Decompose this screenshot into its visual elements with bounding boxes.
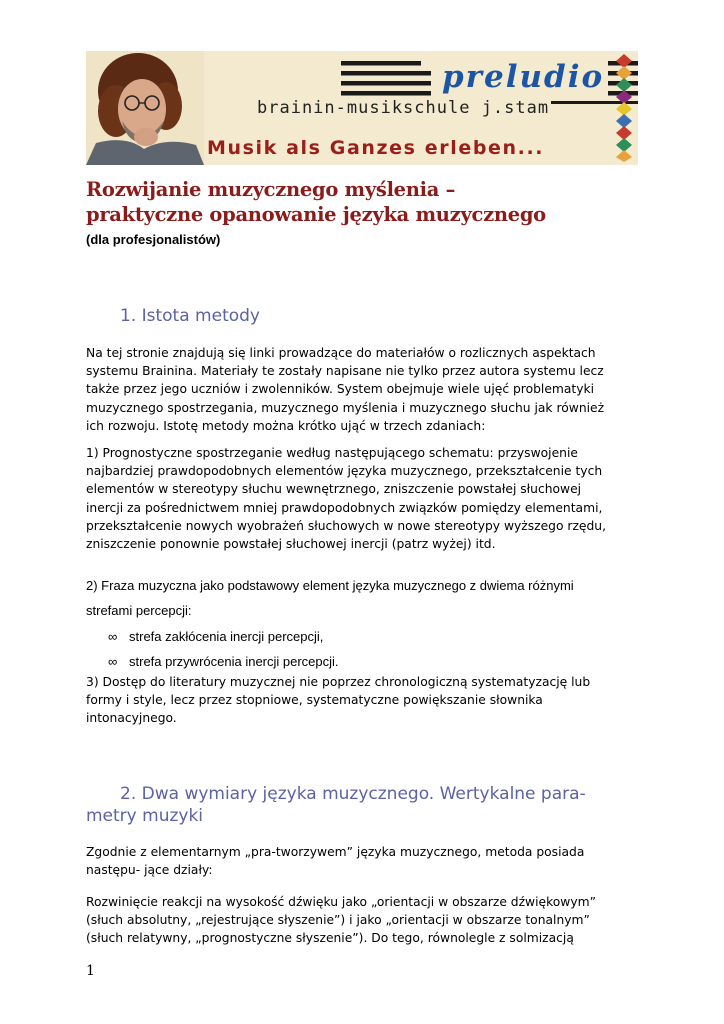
text-line: inercji za pośrednictwem mniej prawdopodobnych związków pomiędzy elementami, [86, 500, 603, 515]
heading-line: metry muzyki [86, 806, 204, 826]
text-line: najbardziej prawdopodobnych elementów języka muzycznego, przekształcenie tych [86, 464, 603, 479]
text-line: strefami percepcji: [86, 603, 192, 618]
bullet-text: strefa przywrócenia inercji percepcji. [129, 654, 339, 669]
section-2-heading [86, 783, 646, 827]
text-line: następu- jące działy: [86, 863, 213, 878]
bullet-text: strefa zakłócenia inercji percepcji, [129, 629, 324, 644]
text-line: Rozwinięcie reakcji na wysokość dźwięku jako „orientacji w obszarze dźwiękowym” [86, 895, 596, 909]
infinity-bullet-icon: ∞ [108, 654, 118, 669]
text-line: intonacyjnego. [86, 711, 177, 726]
school-subtitle: brainin-musikschule j.stam [257, 98, 550, 118]
title-line-1: Rozwijanie muzycznego myślenia – [86, 178, 456, 201]
point-2-line-1 [86, 577, 646, 595]
text-line: zniszczenie ponownie powstałej słuchowej inercji (patrz wyżej) itd. [86, 537, 496, 552]
infinity-bullet-icon: ∞ [108, 629, 118, 644]
section-1-heading: 1. Istota metody [120, 306, 260, 326]
text-line: systemu Brainina. Materiały te zostały napisane nie tylko przez autora systemu lecz [86, 364, 604, 379]
text-line: (słuch relatywny, „prognostyczne słyszenie”). Do tego, równolegle z solmizacją [86, 931, 574, 946]
text-line: 2) Fraza muzyczna jako podstawowy element języka muzycznego z dwiema różnymi [86, 578, 574, 593]
document-title [86, 177, 646, 227]
motto-text: Musik als Ganzes erleben... [207, 137, 545, 159]
text-line: także przez jego uczniów i zwolenników. System obejmuje wiele ujęć problematyki [86, 382, 595, 397]
text-line: (słuch absolutny, „rejestrujące słyszenie”) i jako „orientacji w obszarze tonalnym” [86, 913, 590, 928]
text-line: formy i style, lecz przez stopniowe, systematyczne powiększanie słownika [86, 693, 543, 708]
text-line: przekształcenie nowych wyobrażeń słuchowych w nowe stereotypy wyższego rzędu, [86, 518, 606, 533]
header-banner [86, 51, 638, 165]
text-line: Na tej stronie znajdują się linki prowadzące do materiałów o rozlicznych aspektach [86, 346, 596, 360]
text-line: 3) Dostęp do literatury muzycznej nie poprzez chronologiczną systematyzację lub [86, 675, 591, 689]
brand-logo-text: preludio [438, 57, 608, 97]
page-number: 1 [86, 963, 95, 979]
text-line: ich rozwoju. Istotę metody można krótko ująć w trzech zdaniach: [86, 418, 486, 433]
portrait-photo [86, 51, 204, 165]
point-1-paragraph [86, 444, 646, 553]
heading-line: 2. Dwa wymiary języka muzycznego. Wertykalne para- [120, 784, 586, 804]
title-note: (dla profesjonalistów) [86, 232, 221, 247]
text-line: muzycznego spostrzegania, muzycznego myślenia i muzycznego słuchu jak również [86, 400, 605, 415]
section-2-paragraph-2 [86, 893, 646, 948]
bullet-item [108, 628, 323, 646]
bullet-item [108, 653, 339, 671]
point-2-line-2 [86, 602, 646, 620]
section-2-paragraph-1 [86, 843, 646, 879]
title-line-2: praktyczne opanowanie języka muzycznego [86, 203, 546, 226]
diamond-ornament-icon [614, 54, 634, 162]
text-line: 1) Prognostyczne spostrzeganie według następującego schematu: przyswojenie [86, 446, 578, 460]
text-line: Zgodnie z elementarnym „pra-tworzywem” języka muzycznego, metoda posiada [86, 845, 585, 859]
section-1-intro [86, 344, 646, 435]
point-3-paragraph [86, 673, 646, 728]
text-line: elementów w stereotypy słuchu wewnętrznego, zniszczenie powstałej słuchowej [86, 482, 582, 497]
